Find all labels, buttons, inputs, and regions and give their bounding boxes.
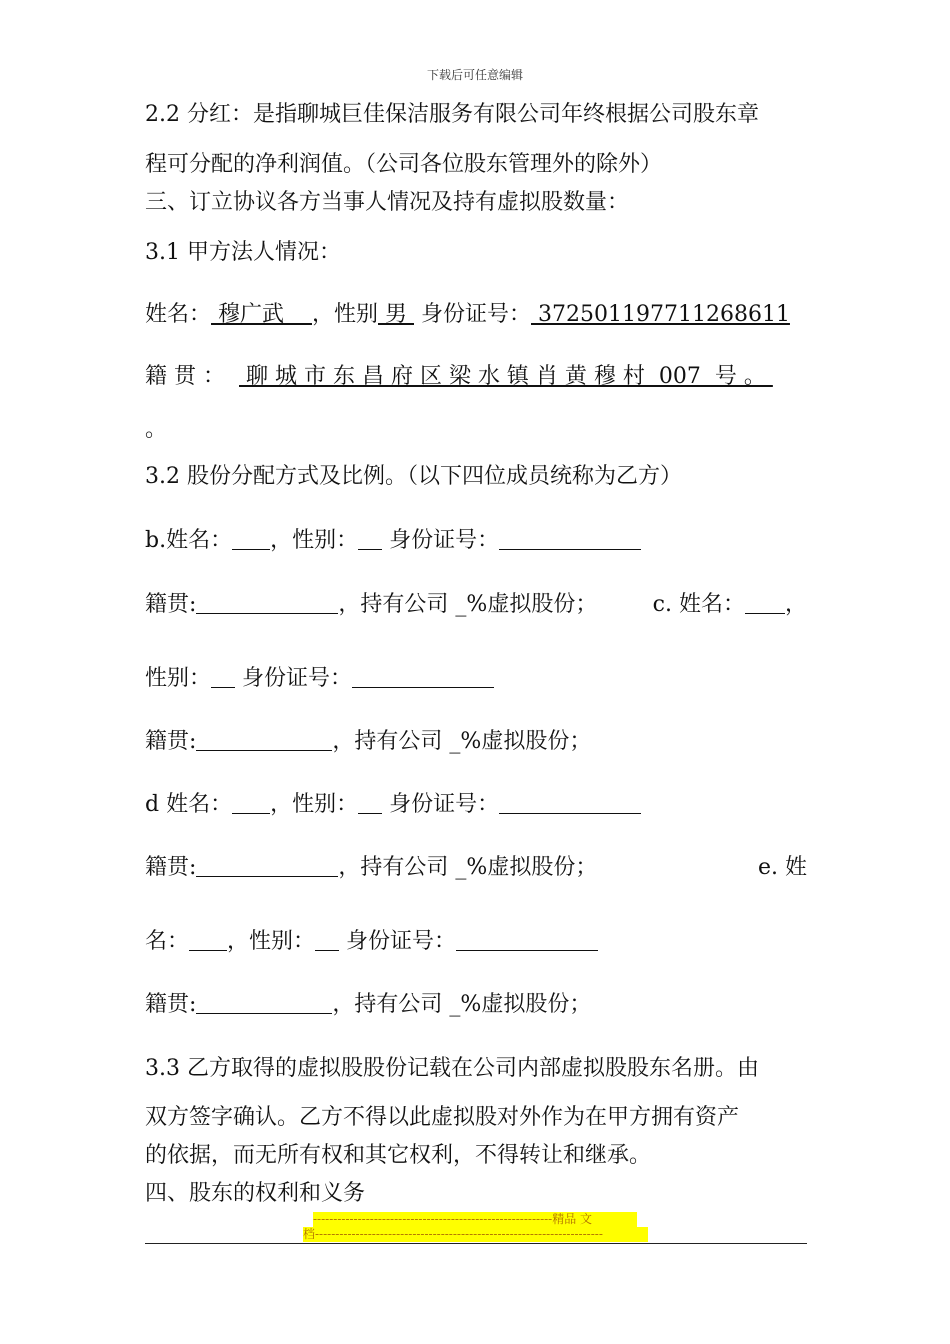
native-place-label: 籍 贯 ： [145, 364, 225, 389]
blank-name [745, 593, 785, 614]
clause-2-2: 2.2 分红：是指聊城巨佳保洁服务有限公司年终根据公司股东章 [145, 102, 759, 127]
footer-watermark-line2: 档----------------------------------------------------------------------- [303, 1227, 648, 1242]
member-c-line [145, 664, 807, 694]
id-label: 身份证号： [382, 528, 500, 553]
member-c-name-label: c. 姓名： [652, 592, 745, 617]
clause-2-2-cont: 程可分配的净利润值。（公司各位股东管理外的除外） [145, 152, 663, 177]
blank-native [196, 593, 338, 614]
clause-3-1: 3.1 甲方法人情况： [145, 240, 341, 265]
party-a-info-line [145, 300, 807, 330]
page-header: 下载后可任意编辑 [426, 68, 523, 82]
section-4-heading: 四、股东的权利和义务 [145, 1181, 366, 1206]
party-a-native-place-line [145, 362, 807, 392]
share-text: ，持有公司 _%虚拟股份； [338, 592, 598, 617]
gender-label: ，性别： [270, 792, 359, 817]
clause-3-2: 3.2 股份分配方式及比例。（以下四位成员统称为乙方） [145, 464, 682, 489]
member-b-native-line [145, 590, 807, 620]
blank-gender [358, 793, 382, 814]
blank-id [499, 793, 641, 814]
blank-id [456, 930, 598, 951]
blank-name [189, 930, 227, 951]
share-text: ，持有公司 _%虚拟股份； [332, 729, 592, 754]
name-value: 穆广武 [211, 302, 312, 327]
comma: ， [784, 592, 807, 617]
native-place-label: 籍贯: [145, 855, 197, 880]
member-d-native-line [145, 853, 807, 883]
gender-value: 男 [378, 302, 414, 327]
id-label: 身份证号： [414, 302, 531, 327]
blank-native [196, 856, 338, 877]
blank-gender [211, 667, 235, 688]
blank-name [232, 529, 270, 550]
blank-gender [358, 529, 382, 550]
gender-label: ，性别： [270, 528, 359, 553]
section-3-heading: 三、订立协议各方当事人情况及持有虚拟股数量： [145, 190, 630, 215]
footer-watermark-line1: -----------------------------------------------------------精品 文 [313, 1212, 637, 1227]
member-d-name-label: d 姓名： [145, 792, 233, 817]
share-text: ，持有公司 _%虚拟股份； [332, 992, 592, 1017]
blank-gender [315, 930, 339, 951]
id-label: 身份证号： [382, 792, 500, 817]
gender-label: ，性别： [227, 929, 316, 954]
member-e-native-line [145, 990, 807, 1020]
id-label: 身份证号： [339, 929, 457, 954]
id-label: 身份证号： [235, 666, 353, 691]
blank-native [196, 730, 332, 751]
name-label: 姓名： [145, 302, 212, 327]
period-line: 。 [145, 417, 168, 442]
blank-name [232, 793, 270, 814]
share-text: ，持有公司 _%虚拟股份； [338, 855, 598, 880]
gender-label: ，性别 [311, 302, 378, 327]
clause-3-3: 3.3 乙方取得的虚拟股股份记载在公司内部虚拟股股东名册。由 [145, 1056, 759, 1081]
id-value: 372501197711268611 [531, 302, 790, 327]
blank-native [196, 993, 332, 1014]
member-c-native-line [145, 727, 807, 757]
native-place-label: 籍贯: [145, 729, 197, 754]
member-b-name-label: b.姓名： [145, 528, 233, 553]
native-place-label: 籍贯: [145, 992, 197, 1017]
name-label-cont: 名： [145, 929, 190, 954]
native-place-value: 聊 城 市 东 昌 府 区 梁 水 镇 肖 黄 穆 村 007 号 。 [239, 364, 773, 389]
member-d-line [145, 790, 807, 820]
member-e-line [145, 927, 807, 957]
native-place-label: 籍贯: [145, 592, 197, 617]
member-b-line [145, 526, 807, 556]
gender-label: 性别： [145, 666, 212, 691]
clause-3-3-cont1: 双方签字确认。乙方不得以此虚拟股对外作为在甲方拥有资产 [145, 1105, 740, 1130]
blank-id [499, 529, 641, 550]
blank-id [352, 667, 494, 688]
clause-3-3-cont2: 的依据，而无所有权和其它权利，不得转让和继承。 [145, 1143, 652, 1168]
footer-rule [145, 1243, 807, 1244]
member-e-name-label: e. 姓 [757, 855, 807, 880]
